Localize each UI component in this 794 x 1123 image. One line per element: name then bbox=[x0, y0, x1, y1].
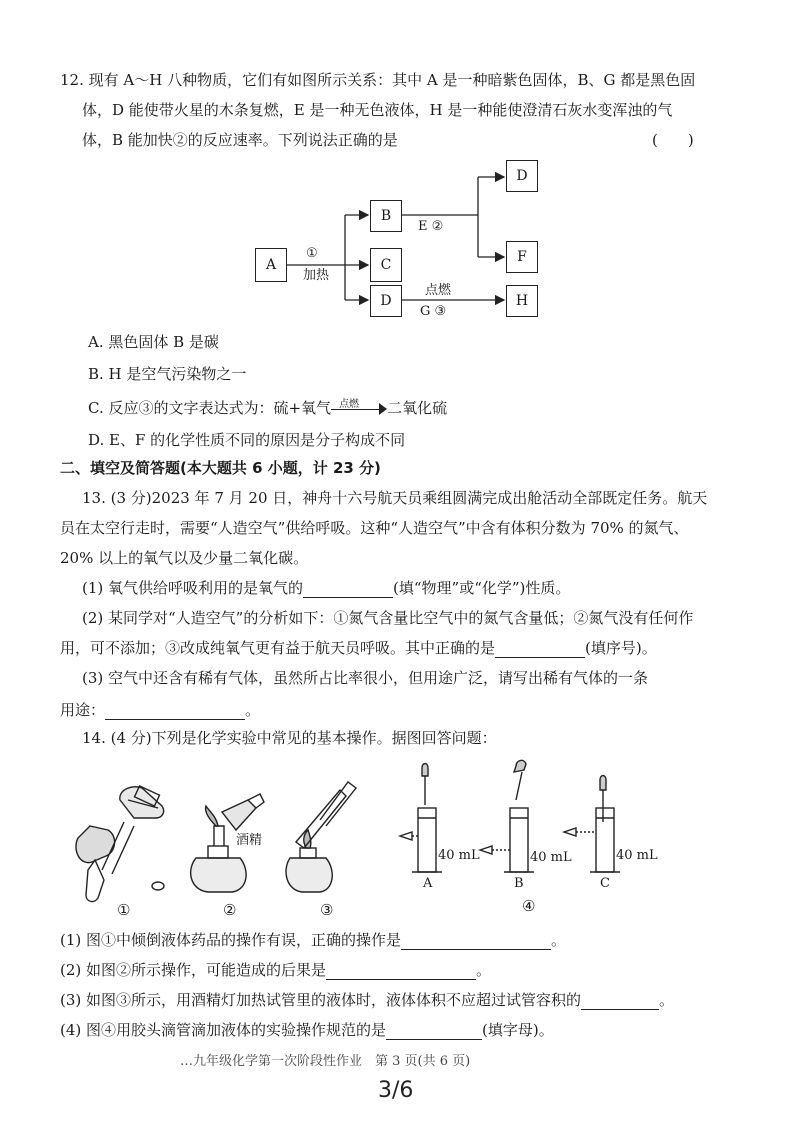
q14-sub3-prefix: (3) 如图③所示，用酒精灯加热试管里的液体时，液体体积不应超过试管容积的 bbox=[60, 991, 582, 1009]
q13-sub3-suffix: 。 bbox=[245, 701, 261, 719]
box-H: H bbox=[506, 285, 538, 317]
q13-sub2-line1: (2) 某同学对“人造空气”的分析如下：①氮气含量比空气中的氮气含量低；②氮气没有任何作 bbox=[82, 609, 694, 627]
reaction-arrow-condition: 点燃 bbox=[339, 399, 360, 410]
step1-condition: 加热 bbox=[303, 268, 330, 283]
q13-sub1-suffix: (填“物理”或“化学”)性质。 bbox=[393, 579, 571, 597]
q12-line3: 体，B 能加快②的反应速率。下列说法正确的是 bbox=[82, 131, 398, 149]
box-F: F bbox=[506, 241, 538, 273]
box-B: B bbox=[370, 200, 402, 232]
q14-sub1 bbox=[60, 930, 566, 950]
q12-option-B: B. H 是空气污染物之一 bbox=[88, 365, 247, 383]
q14-sub4 bbox=[60, 1020, 554, 1040]
q14-sub2-prefix: (2) 如图②所示操作，可能造成的后果是 bbox=[60, 961, 327, 979]
q14-sub2-suffix: 。 bbox=[476, 961, 492, 979]
q14-sub1-prefix: (1) 图①中倾倒液体药品的操作有误，正确的操作是 bbox=[60, 931, 402, 949]
figure-label-1: ① bbox=[117, 901, 131, 919]
q14-sub3-suffix: 。 bbox=[659, 991, 675, 1009]
q12-option-C-suffix: 二氧化硫 bbox=[387, 399, 448, 417]
q13-sub2-prefix: 用，可不添加；③改成纯氧气更有益于航天员呼吸。其中正确的是 bbox=[60, 639, 496, 657]
cylinder-C-volume: 40 mL bbox=[616, 848, 658, 863]
q14-sub1-suffix: 。 bbox=[551, 931, 567, 949]
q13-line2: 员在太空行走时，需要“人造空气”供给呼吸。这种“人造空气”中含有体积分数为 70% 的氮气、 bbox=[60, 519, 689, 537]
q14-sub3 bbox=[60, 990, 674, 1010]
q14-sub2-blank[interactable] bbox=[326, 964, 476, 980]
q14-sub4-prefix: (4) 图④用胶头滴管滴加液体的实验操作规范的是 bbox=[60, 1021, 387, 1039]
q14-sub4-blank[interactable] bbox=[386, 1024, 482, 1040]
q12-answer-paren: ( ) bbox=[652, 131, 694, 149]
q14-sub3-blank[interactable] bbox=[581, 994, 659, 1010]
box-A: A bbox=[255, 248, 287, 282]
q12-line1: 12. 现有 A～H 八种物质，它们有如图所示关系：其中 A 是一种暗紫色固体，B、G 都是黑色固 bbox=[60, 71, 696, 89]
box-D-product: D bbox=[370, 285, 402, 317]
figure-label-4: ④ bbox=[522, 897, 536, 915]
step2-label: E ② bbox=[418, 219, 444, 234]
cylinder-A-letter: A bbox=[423, 876, 433, 891]
q12-option-C-prefix: C. 反应③的文字表达式为：硫+氧气 bbox=[88, 399, 332, 417]
cylinder-C-letter: C bbox=[600, 876, 610, 891]
step3-label: G ③ bbox=[420, 304, 447, 319]
q13-line3: 20% 以上的氧气以及少量二氧化碳。 bbox=[60, 549, 309, 567]
q13-sub3-line1: (3) 空气中还含有稀有气体，虽然所占比率很小，但用途广泛，请写出稀有气体的一条 bbox=[82, 669, 649, 687]
step3-condition: 点燃 bbox=[425, 283, 452, 298]
q12-option-D: D. E、F 的化学性质不同的原因是分子构成不同 bbox=[88, 431, 406, 449]
page-indicator: 3/6 bbox=[378, 1078, 414, 1103]
figure-label-3: ③ bbox=[320, 901, 334, 919]
alcohol-label: 酒精 bbox=[236, 833, 263, 848]
q13-sub2-suffix: (填序号)。 bbox=[585, 639, 657, 657]
box-C: C bbox=[370, 248, 402, 282]
section-2-heading: 二、填空及简答题(本大题共 6 小题，计 23 分) bbox=[60, 459, 381, 477]
q14-sub1-blank[interactable] bbox=[401, 934, 551, 950]
page-footer: …九年级化学第一次阶段性作业 第 3 页(共 6 页) bbox=[180, 1054, 471, 1069]
q13-line1: 13. (3 分)2023 年 7 月 20 日，神舟十六号航天员乘组圆满完成出舱活动全部既定任务。航天 bbox=[82, 489, 708, 507]
q13-sub1-prefix: (1) 氧气供给呼吸利用的是氧气的 bbox=[82, 579, 304, 597]
cylinder-B-letter: B bbox=[514, 876, 524, 891]
cylinder-B-volume: 40 mL bbox=[530, 850, 572, 865]
step1-number: ① bbox=[306, 246, 318, 261]
box-D-from-B: D bbox=[506, 160, 538, 192]
q14-intro: 14. (4 分)下列是化学实验中常见的基本操作。据图回答问题： bbox=[82, 729, 497, 747]
q14-sub4-suffix: (填字母)。 bbox=[482, 1021, 554, 1039]
figure-label-2: ② bbox=[223, 901, 237, 919]
q12-line2: 体，D 能使带火星的木条复燃，E 是一种无色液体，H 是一种能使澄清石灰水变浑浊的气 bbox=[82, 101, 673, 119]
q14-sub2 bbox=[60, 960, 491, 980]
q12-option-A: A. 黑色固体 B 是碳 bbox=[88, 333, 219, 351]
cylinder-A-volume: 40 mL bbox=[438, 848, 480, 863]
q13-sub3-prefix: 用途： bbox=[60, 701, 106, 719]
